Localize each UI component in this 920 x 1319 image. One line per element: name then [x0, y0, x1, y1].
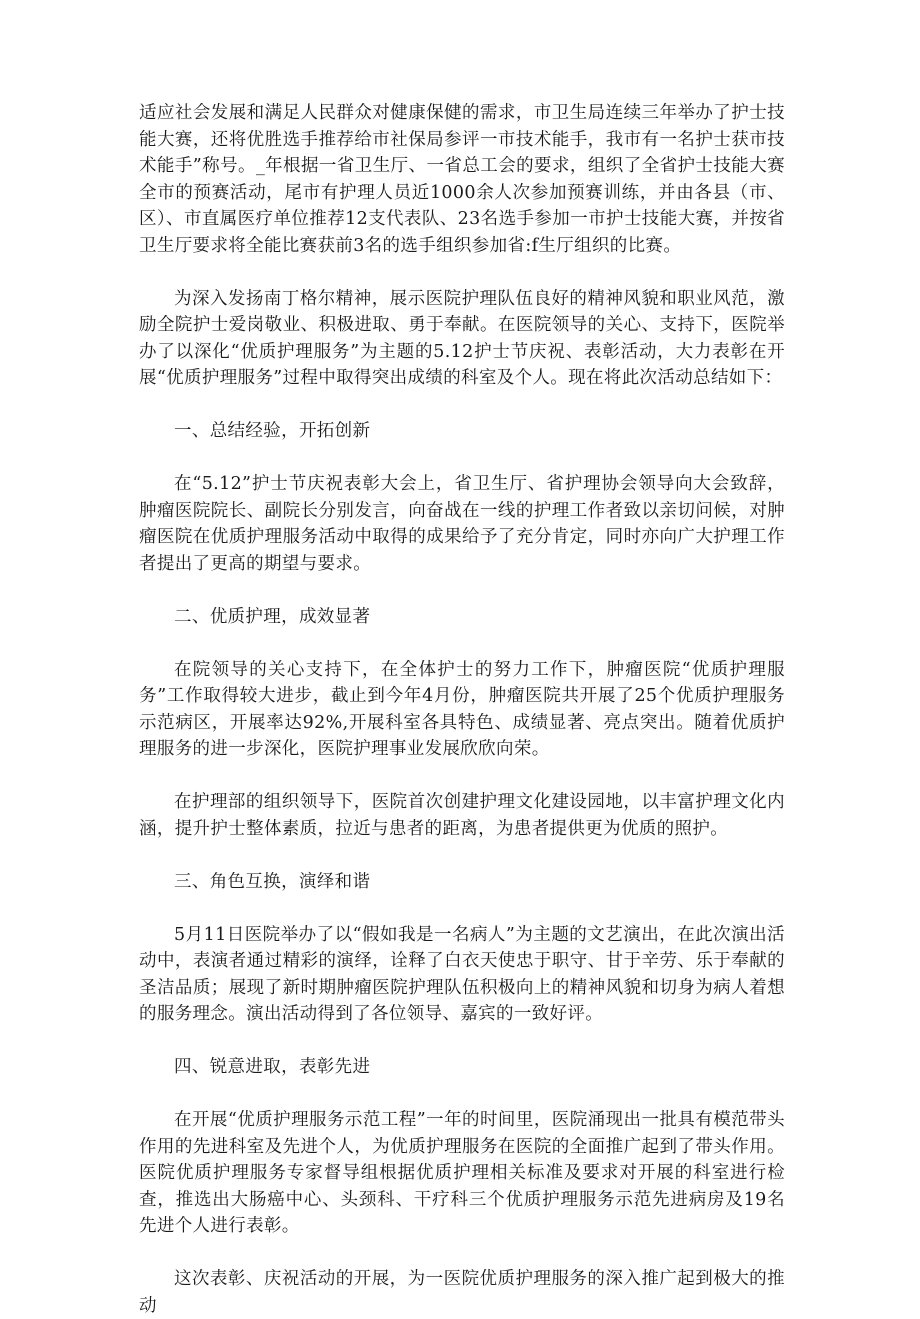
paragraph-commendation: 在开展“优质护理服务示范工程”一年的时间里，医院涌现出一批具有模范带头作用的先进科室及先进个人，为优质护理服务在医院的全面推广起到了带头作用。医院优质护理服务专家督导组根据优质护理相关标准及要求对开展的科室进行检查，推选出大肠癌中心、头颈科、干疗科三个优质护理服务示范先进病房及19名先进个人进行表彰。 — [139, 1110, 785, 1236]
paragraph-spacer — [139, 577, 785, 604]
paragraph-skills-competition: 适应社会发展和满足人民群众对健康保健的需求，市卫生局连续三年举办了护士技能大赛，还将优胜选手推荐给市社保局参评一市技术能手，我市有一名护士获市技术能手”称号。_年根据一省卫生厅、一省总工会的要求，组织了全省护士技能大赛全市的预赛活动，尾市有护理人员近1000余人次参加预赛训练，并由各县（市、区）、市直属医疗单位推荐12支代表队、23名选手参加一市护士技能大赛，并按省卫生厅要求将全能比赛获前3名的选手组织参加省:f生厅组织的比赛。 — [139, 103, 785, 256]
paragraph-conference: 在“5.12”护士节庆祝表彰大会上，省卫生厅、省护理协会领导向大会致辞，肿瘤医院院长、副院长分别发言，向奋战在一线的护理工作者致以亲切问候，对肿瘤医院在优质护理服务活动中取得的成果给予了充分肯定，同时亦向广大护理工作者提出了更高的期望与要求。 — [139, 474, 785, 574]
section-heading-2: 二、优质护理，成效显著 — [174, 606, 371, 627]
paragraph-spacer — [139, 1240, 785, 1267]
section-heading-3: 三、角色互换，演绎和谐 — [174, 871, 371, 892]
paragraph-nursing-culture: 在护理部的组织领导下，医院首次创建护理文化建设园地，以丰富护理文化内涵，提升护士整体素质，拉近与患者的距离，为患者提供更为优质的照护。 — [139, 792, 785, 839]
section-heading-1: 一、总结经验，开拓创新 — [174, 421, 371, 441]
paragraph-spacer — [139, 763, 785, 790]
paragraph-spacer — [139, 259, 785, 286]
paragraph-spacer — [139, 392, 785, 419]
paragraph-spacer — [139, 445, 785, 472]
paragraph-spacer — [139, 895, 785, 922]
paragraph-quality-progress: 在院领导的关心支持下，在全体护士的努力工作下，肿瘤医院“优质护理服务”工作取得较大进步，截止到今年4月份，肿瘤医院共开展了25个优质护理服务示范病区，开展率达92%,开展科室各具特色、成绩显著、亮点突出。随着优质护理服务的进一步深化，医院护理事业发展欣欣向荣。 — [139, 659, 785, 759]
document-body — [139, 100, 785, 1319]
paragraph-spacer — [139, 842, 785, 869]
paragraph-conclusion: 这次表彰、庆祝活动的开展，为一医院优质护理服务的深入推广起到极大的推动 — [139, 1269, 785, 1316]
paragraph-spacer — [139, 1028, 785, 1055]
paragraph-spacer — [139, 1081, 785, 1108]
paragraph-spacer — [139, 630, 785, 657]
section-heading-4: 四、锐意进取，表彰先进 — [174, 1057, 371, 1077]
paragraph-performance: 5月11日医院举办了以“假如我是一名病人”为主题的文艺演出，在此次演出活动中，表演者通过精彩的演绎，诠释了白衣天使忠于职守、甘于辛劳、乐于奉献的圣洁品质；展现了新时期肿瘤医院护理队伍积极向上的精神风貌和切身为病人着想的服务理念。演出活动得到了各位领导、嘉宾的一致好评。 — [139, 924, 785, 1024]
paragraph-introduction: 为深入发扬南丁格尔精神，展示医院护理队伍良好的精神风貌和职业风范，激励全院护士爱岗敬业、积极进取、勇于奉献。在医院领导的关心、支持下，医院举办了以深化“优质护理服务”为主题的5.12护士节庆祝、表彰活动，大力表彰在开展“优质护理服务”过程中取得突出成绩的科室及个人。现在将此次活动总结如下： — [139, 288, 785, 388]
